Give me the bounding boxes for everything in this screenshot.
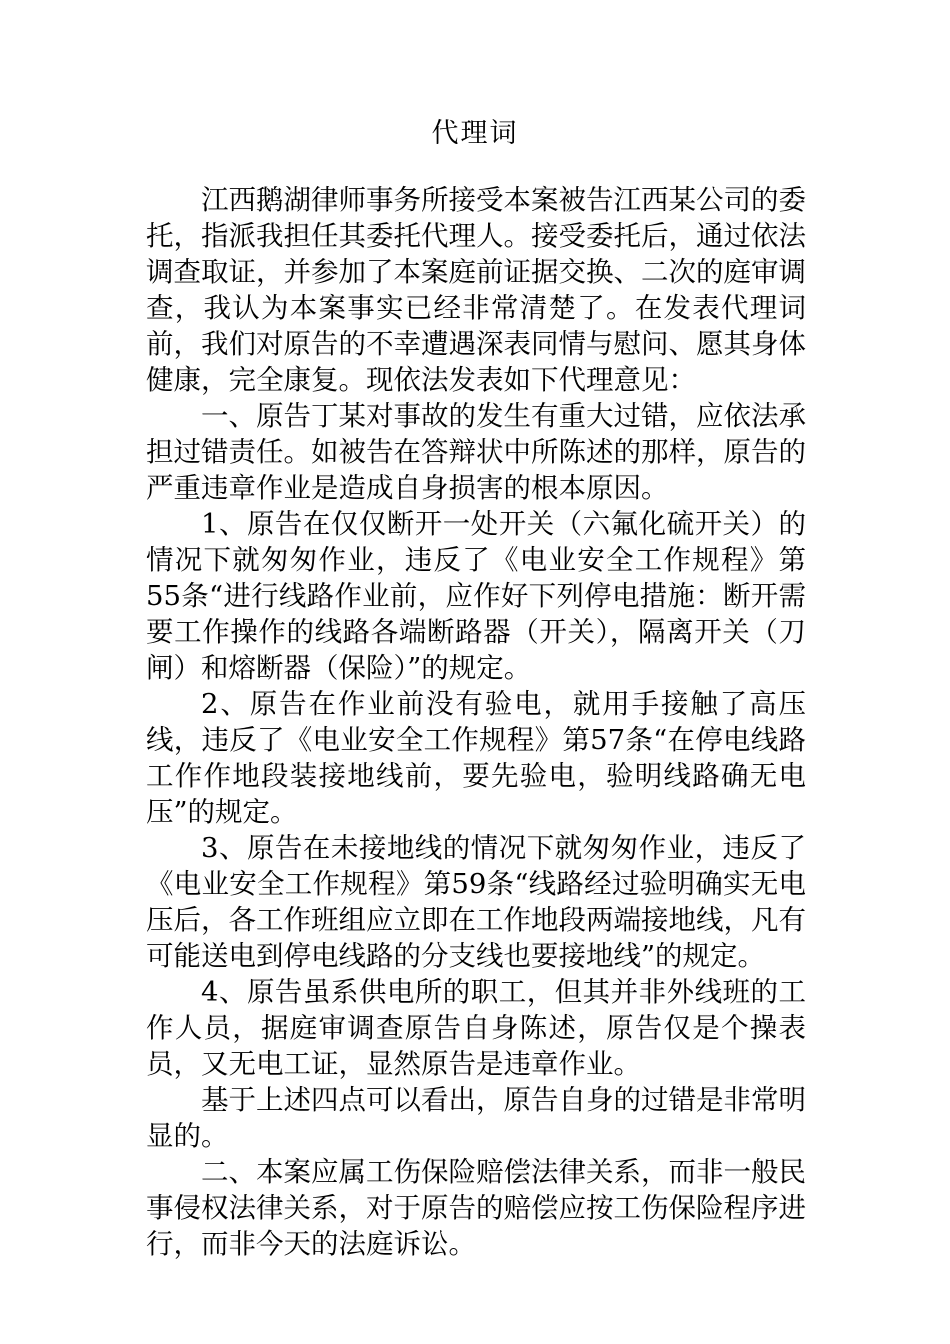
paragraph-point-two: 二、本案应属工伤保险赔偿法律关系，而非一般民事侵权法律关系，对于原告的赔偿应按工伤保险程序进行，而非今天的法庭诉讼。 xyxy=(146,1156,806,1260)
document-title: 代理词 xyxy=(431,118,519,149)
document-body xyxy=(146,182,806,1262)
paragraph-item-2: 2、原告在作业前没有验电，就用手接触了高压线，违反了《电业安全工作规程》第57条“在停电线路工作作地段装接地线前，要先验电，验明线路确无电压”的规定。 xyxy=(146,688,806,828)
paragraph-item-1: 1、原告在仅仅断开一处开关（六氟化硫开关）的情况下就匆匆作业，违反了《电业安全工作规程》第55条“进行线路作业前，应作好下列停电措施：断开需要工作操作的线路各端断路器（开关），隔离开关（刀闸）和熔断器（保险）”的规定。 xyxy=(146,508,806,684)
paragraph-point-one: 一、原告丁某对事故的发生有重大过错，应依法承担过错责任。如被告在答辩状中所陈述的那样，原告的严重违章作业是造成自身损害的根本原因。 xyxy=(146,400,806,504)
paragraph-item-4: 4、原告虽系供电所的职工，但其并非外线班的工作人员，据庭审调查原告自身陈述，原告仅是个操表员，又无电工证，显然原告是违章作业。 xyxy=(146,976,806,1080)
paragraph-intro: 江西鹅湖律师事务所接受本案被告江西某公司的委托，指派我担任其委托代理人。接受委托后，通过依法调查取证，并参加了本案庭前证据交换、二次的庭审调查，我认为本案事实已经非常清楚了。在发表代理词前，我们对原告的不幸遭遇深表同情与慰问、愿其身体健康，完全康复。现依法发表如下代理意见： xyxy=(146,184,806,396)
paragraph-summary: 基于上述四点可以看出，原告自身的过错是非常明显的。 xyxy=(146,1084,806,1152)
paragraph-item-3: 3、原告在未接地线的情况下就匆匆作业，违反了《电业安全工作规程》第59条“线路经过验明确实无电压后，各工作班组应立即在工作地段两端接地线，凡有可能送电到停电线路的分支线也要接地线”的规定。 xyxy=(146,832,806,972)
